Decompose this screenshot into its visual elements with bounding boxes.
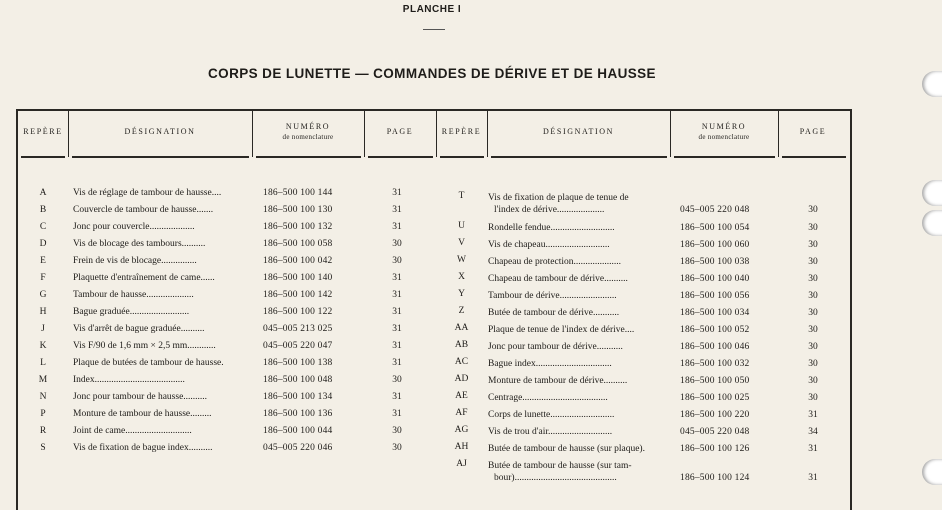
row-numero: 186–500 100 140 bbox=[263, 273, 333, 283]
column-header-page: PAGE bbox=[799, 127, 827, 136]
row-numero: 045–005 220 048 bbox=[680, 205, 750, 215]
column-header-page: PAGE bbox=[386, 127, 414, 136]
row-designation: Vis de trou d'air........................... bbox=[488, 427, 613, 437]
row-designation: Plaquette d'entraînement de came...... bbox=[73, 273, 215, 283]
row-page: 30 bbox=[392, 443, 402, 453]
column-header-numero-title: NUMÉRO bbox=[701, 122, 747, 131]
row-page: 31 bbox=[392, 307, 402, 317]
row-designation: Butée de tambour de dérive........... bbox=[488, 308, 620, 318]
row-numero: 186–500 100 132 bbox=[263, 222, 333, 232]
row-designation: Chapeau de protection.................... bbox=[488, 257, 621, 267]
row-designation: Jonc pour tambour de hausse.......... bbox=[73, 392, 208, 402]
row-repere: F bbox=[40, 273, 46, 283]
row-numero: 045–005 220 048 bbox=[680, 427, 750, 437]
row-designation: Corps de lunette........................... bbox=[488, 410, 615, 420]
row-numero: 186–500 100 220 bbox=[680, 410, 750, 420]
row-page: 30 bbox=[392, 375, 402, 385]
row-designation: Vis de chapeau........................... bbox=[488, 240, 610, 250]
row-numero: 186–500 100 038 bbox=[680, 257, 750, 267]
row-page: 31 bbox=[392, 273, 402, 283]
column-header-repere: REPÈRE bbox=[23, 127, 63, 136]
row-page: 31 bbox=[392, 290, 402, 300]
row-page: 30 bbox=[808, 257, 818, 267]
row-repere: J bbox=[41, 324, 45, 334]
row-numero: 186–500 100 048 bbox=[263, 375, 333, 385]
row-repere: S bbox=[40, 443, 46, 453]
row-page: 30 bbox=[808, 308, 818, 318]
row-page: 30 bbox=[392, 239, 402, 249]
column-header-numero-title: NUMÉRO bbox=[285, 122, 331, 131]
row-page: 30 bbox=[808, 393, 818, 403]
row-repere: V bbox=[458, 238, 465, 248]
header-rule bbox=[674, 156, 775, 158]
row-designation: Joint de came............................ bbox=[73, 426, 192, 436]
row-repere: AC bbox=[454, 357, 469, 367]
row-designation: Tambour de dérive........................ bbox=[488, 291, 617, 301]
row-designation: Centrage.................................... bbox=[488, 393, 608, 403]
row-designation: Vis d'arrêt de bague graduée.......... bbox=[73, 324, 205, 334]
column-header-numero bbox=[252, 122, 364, 142]
column-header-designation: DÉSIGNATION bbox=[543, 127, 614, 136]
row-page: 31 bbox=[392, 358, 402, 368]
row-designation: Vis de réglage de tambour de hausse.... bbox=[73, 188, 222, 198]
row-designation: Vis de fixation de plaque de tenue de bbox=[488, 193, 629, 203]
row-page: 30 bbox=[808, 291, 818, 301]
row-repere: Z bbox=[458, 306, 465, 316]
row-designation: Butée de tambour de hausse (sur tam- bbox=[488, 461, 632, 471]
row-page: 30 bbox=[808, 274, 818, 284]
column-header-numero-sub: de nomenclature bbox=[698, 133, 750, 141]
row-repere: AH bbox=[454, 442, 469, 452]
row-page: 30 bbox=[808, 342, 818, 352]
row-numero: 186–500 100 124 bbox=[680, 473, 750, 483]
header-rule bbox=[491, 156, 667, 158]
row-numero: 186–500 100 136 bbox=[263, 409, 333, 419]
row-designation: Index...................................... bbox=[73, 375, 185, 385]
binder-hole bbox=[922, 459, 942, 485]
row-numero: 186–500 100 054 bbox=[680, 223, 750, 233]
row-page: 31 bbox=[392, 409, 402, 419]
row-page: 30 bbox=[808, 240, 818, 250]
row-designation: Vis de blocage des tambours.......... bbox=[73, 239, 206, 249]
row-designation: Vis de fixation de bague index.......... bbox=[73, 443, 213, 453]
row-numero: 186–500 100 042 bbox=[263, 256, 333, 266]
row-numero: 186–500 100 122 bbox=[263, 307, 333, 317]
row-designation: Tambour de hausse.................... bbox=[73, 290, 194, 300]
row-page: 31 bbox=[392, 188, 402, 198]
row-numero: 186–500 100 044 bbox=[263, 426, 333, 436]
row-numero: 186–500 100 144 bbox=[263, 188, 333, 198]
header-rule bbox=[21, 156, 65, 158]
row-page: 30 bbox=[808, 223, 818, 233]
binder-hole bbox=[922, 180, 942, 206]
row-repere: U bbox=[458, 221, 465, 231]
row-designation: Monture de tambour de hausse......... bbox=[73, 409, 212, 419]
row-designation-cont: l'index de dérive.................... bbox=[494, 205, 605, 215]
row-numero: 186–500 100 034 bbox=[680, 308, 750, 318]
row-numero: 186–500 100 025 bbox=[680, 393, 750, 403]
row-designation-cont: bour)........................................... bbox=[494, 473, 617, 483]
row-repere: C bbox=[39, 222, 47, 232]
column-header-designation: DÉSIGNATION bbox=[124, 127, 196, 136]
row-repere: G bbox=[39, 290, 47, 300]
row-numero: 045–005 220 046 bbox=[263, 443, 333, 453]
row-repere: R bbox=[39, 426, 47, 436]
header-rule bbox=[440, 156, 484, 158]
row-page: 30 bbox=[392, 256, 402, 266]
row-numero: 186–500 100 056 bbox=[680, 291, 750, 301]
row-page: 31 bbox=[392, 341, 402, 351]
row-numero: 186–500 100 060 bbox=[680, 240, 750, 250]
row-numero: 186–500 100 142 bbox=[263, 290, 333, 300]
divider bbox=[423, 29, 445, 30]
row-page: 31 bbox=[392, 392, 402, 402]
binder-hole bbox=[922, 210, 942, 236]
header-rule bbox=[368, 156, 433, 158]
row-repere: K bbox=[39, 341, 47, 351]
row-page: 30 bbox=[808, 359, 818, 369]
row-numero: 186–500 100 058 bbox=[263, 239, 333, 249]
row-repere: B bbox=[39, 205, 47, 215]
row-repere: A bbox=[39, 188, 47, 198]
row-repere: L bbox=[40, 358, 46, 368]
row-numero: 186–500 100 138 bbox=[263, 358, 333, 368]
row-page: 34 bbox=[808, 427, 818, 437]
row-repere: AA bbox=[454, 323, 469, 333]
row-repere: X bbox=[458, 272, 465, 282]
row-page: 31 bbox=[808, 444, 818, 454]
row-designation: Jonc pour couvercle................... bbox=[73, 222, 195, 232]
row-designation: Plaque de butées de tambour de hausse. bbox=[73, 358, 224, 368]
row-designation: Monture de tambour de dérive.......... bbox=[488, 376, 628, 386]
row-numero: 186–500 100 046 bbox=[680, 342, 750, 352]
row-page: 30 bbox=[808, 205, 818, 215]
column-header-repere: REPÈRE bbox=[441, 127, 482, 136]
row-designation: Bague index................................ bbox=[488, 359, 612, 369]
row-repere: AJ bbox=[456, 459, 467, 469]
row-designation: Vis F/90 de 1,6 mm × 2,5 mm............ bbox=[73, 341, 216, 351]
row-repere: AG bbox=[454, 425, 469, 435]
page-title: CORPS DE LUNETTE — COMMANDES DE DÉRIVE ET DE HAUSSE bbox=[208, 66, 656, 81]
row-designation: Bague graduée......................... bbox=[73, 307, 190, 317]
row-designation: Butée de tambour de hausse (sur plaque). bbox=[488, 444, 645, 454]
row-numero: 186–500 100 050 bbox=[680, 376, 750, 386]
row-repere: AE bbox=[455, 391, 468, 401]
row-designation: Rondelle fendue........................... bbox=[488, 223, 615, 233]
row-numero: 186–500 100 134 bbox=[263, 392, 333, 402]
planche-label: PLANCHE I bbox=[402, 4, 462, 15]
row-repere: M bbox=[38, 375, 48, 385]
row-designation: Frein de vis de blocage............... bbox=[73, 256, 197, 266]
row-numero: 045–005 220 047 bbox=[263, 341, 333, 351]
row-repere: P bbox=[40, 409, 46, 419]
row-numero: 186–500 100 040 bbox=[680, 274, 750, 284]
header-rule bbox=[256, 156, 361, 158]
row-page: 31 bbox=[392, 324, 402, 334]
header-rule bbox=[72, 156, 249, 158]
row-repere: AD bbox=[454, 374, 469, 384]
row-numero: 045–005 213 025 bbox=[263, 324, 333, 334]
row-page: 31 bbox=[392, 222, 402, 232]
row-repere: AB bbox=[454, 340, 469, 350]
row-repere: E bbox=[40, 256, 46, 266]
row-numero: 186–500 100 032 bbox=[680, 359, 750, 369]
row-numero: 186–500 100 126 bbox=[680, 444, 750, 454]
row-numero: 186–500 100 130 bbox=[263, 205, 333, 215]
row-designation: Couvercle de tambour de hausse....... bbox=[73, 205, 214, 215]
column-header-numero-sub: de nomenclature bbox=[282, 133, 334, 141]
row-page: 30 bbox=[392, 426, 402, 436]
row-repere: T bbox=[458, 191, 465, 201]
binder-hole bbox=[922, 71, 942, 97]
row-page: 31 bbox=[808, 473, 818, 483]
row-page: 30 bbox=[808, 376, 818, 386]
row-designation: Jonc pour tambour de dérive........... bbox=[488, 342, 623, 352]
row-page: 31 bbox=[808, 410, 818, 420]
row-designation: Chapeau de tambour de dérive.......... bbox=[488, 274, 628, 284]
row-repere: W bbox=[457, 255, 466, 265]
row-repere: AF bbox=[455, 408, 468, 418]
row-repere: H bbox=[39, 307, 47, 317]
row-page: 31 bbox=[392, 205, 402, 215]
row-designation: Plaque de tenue de l'index de dérive.... bbox=[488, 325, 635, 335]
parts-table bbox=[16, 109, 852, 510]
row-page: 30 bbox=[808, 325, 818, 335]
row-numero: 186–500 100 052 bbox=[680, 325, 750, 335]
column-header-numero bbox=[670, 122, 778, 142]
row-repere: N bbox=[39, 392, 47, 402]
row-repere: Y bbox=[458, 289, 465, 299]
header-rule bbox=[782, 156, 846, 158]
row-repere: D bbox=[39, 239, 47, 249]
